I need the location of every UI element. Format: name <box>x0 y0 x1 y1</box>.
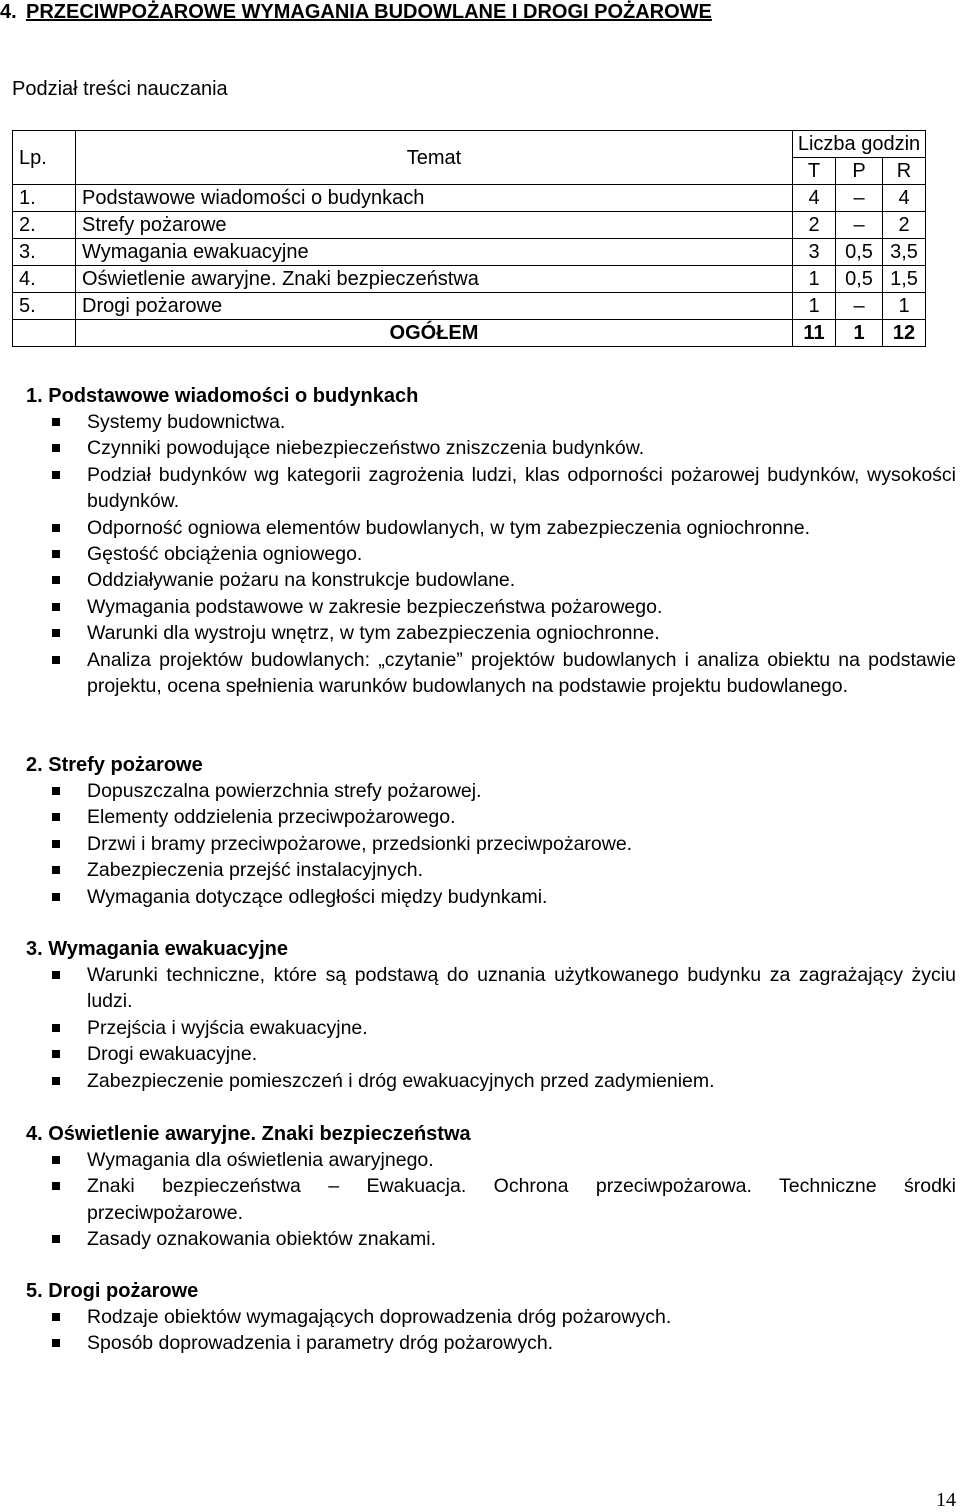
list-item <box>26 1015 956 1041</box>
list-item-text: Drogi ewakuacyjne. <box>87 1043 258 1066</box>
section-list <box>26 409 956 699</box>
list-item-text: Wymagania dla oświetlenia awaryjnego. <box>87 1149 434 1171</box>
list-item <box>26 804 956 830</box>
table-row <box>13 239 926 266</box>
list-item <box>26 1330 956 1356</box>
square-bullet-icon <box>52 1077 60 1085</box>
cell-temat: Wymagania ewakuacyjne <box>76 239 793 266</box>
square-bullet-icon <box>52 550 60 558</box>
list-item <box>26 857 956 883</box>
table-row <box>13 293 926 320</box>
list-item <box>26 567 956 593</box>
total-t: 11 <box>793 320 836 347</box>
square-bullet-icon <box>52 1313 60 1321</box>
cell-r: 2 <box>883 212 926 239</box>
square-bullet-icon <box>52 524 60 532</box>
square-bullet-icon <box>52 971 60 979</box>
list-item <box>26 962 956 1015</box>
cell-lp: 4. <box>13 266 76 293</box>
list-item-text: Sposób doprowadzenia i parametry dróg pożarowych. <box>87 1332 554 1355</box>
cell-t: 1 <box>793 293 836 320</box>
header-r: R <box>883 158 926 185</box>
square-bullet-icon <box>52 629 60 637</box>
list-item <box>26 884 956 910</box>
chapter-title: PRZECIWPOŻAROWE WYMAGANIA BUDOWLANE I DROGI POŻAROWE <box>26 1 712 23</box>
cell-t: 3 <box>793 239 836 266</box>
square-bullet-icon <box>52 1235 60 1243</box>
section-heading: 2. Strefy pożarowe <box>26 754 203 776</box>
cell-p: – <box>836 185 883 212</box>
section-heading: 1. Podstawowe wiadomości o budynkach <box>26 385 419 407</box>
square-bullet-icon <box>52 866 60 874</box>
cell-r: 1 <box>883 293 926 320</box>
list-item-text: Dopuszczalna powierzchnia strefy pożarowej. <box>87 780 482 802</box>
list-item-text: Gęstość obciążenia ogniowego. <box>87 543 363 566</box>
square-bullet-icon <box>52 1024 60 1032</box>
section-heading: 5. Drogi pożarowe <box>26 1280 199 1302</box>
cell-temat: Oświetlenie awaryjne. Znaki bezpieczeństwa <box>76 266 793 293</box>
square-bullet-icon <box>52 1339 60 1347</box>
list-item-text: Systemy budownictwa. <box>87 411 286 433</box>
list-item <box>26 1147 956 1173</box>
cell-empty <box>13 320 76 347</box>
list-item <box>26 541 956 567</box>
list-item <box>26 515 956 541</box>
hours-table <box>12 130 926 347</box>
table-row <box>13 212 926 239</box>
list-item <box>26 409 956 435</box>
header-p: P <box>836 158 883 185</box>
list-item-text: Odporność ogniowa elementów budowlanych, w tym zabezpieczenia ogniochronne. <box>87 516 811 539</box>
header-lp: Lp. <box>13 131 76 185</box>
cell-p: – <box>836 212 883 239</box>
list-item-text: Wymagania podstawowe w zakresie bezpieczeństwa pożarowego. <box>87 595 663 618</box>
list-item <box>26 778 956 804</box>
section-1 <box>26 383 956 699</box>
section-list <box>26 962 956 1094</box>
cell-p: 0,5 <box>836 266 883 293</box>
list-item-text: Podział budynków wg kategorii zagrożenia ludzi, klas odporności pożarowej budynków, wysokości budynków. <box>87 463 956 513</box>
page-number: 14 <box>936 1489 956 1511</box>
header-t: T <box>793 158 836 185</box>
table-total-row <box>13 320 926 347</box>
list-item <box>26 462 956 515</box>
square-bullet-icon <box>52 813 60 821</box>
header-hours-group: Liczba godzin <box>793 131 926 158</box>
table-row <box>13 266 926 293</box>
cell-temat: Podstawowe wiadomości o budynkach <box>76 185 793 212</box>
chapter-number: 4. <box>0 1 17 23</box>
cell-r: 4 <box>883 185 926 212</box>
section-list <box>26 778 956 910</box>
cell-p: – <box>836 293 883 320</box>
cell-r: 3,5 <box>883 239 926 266</box>
cell-t: 4 <box>793 185 836 212</box>
list-item-text: Znaki bezpieczeństwa – Ewakuacja. Ochrona przeciwpożarowa. Techniczne środki przeciwpożarowe. <box>87 1175 956 1224</box>
list-item-text: Elementy oddzielenia przeciwpożarowego. <box>87 806 456 829</box>
section-heading: 3. Wymagania ewakuacyjne <box>26 938 288 960</box>
list-item <box>26 1173 956 1226</box>
list-item-text: Warunki techniczne, które są podstawą do uznania użytkowanego budynku za zagrażający życiu ludzi. <box>87 964 956 1013</box>
list-item <box>26 594 956 620</box>
list-item-text: Zabezpieczenie pomieszczeń i dróg ewakuacyjnych przed zadymieniem. <box>87 1069 715 1092</box>
list-item-text: Zasady oznakowania obiektów znakami. <box>87 1228 437 1251</box>
list-item-text: Rodzaje obiektów wymagających doprowadzenia dróg pożarowych. <box>87 1306 672 1328</box>
list-item-text: Wymagania dotyczące odległości między budynkami. <box>87 885 548 908</box>
list-item-text: Drzwi i bramy przeciwpożarowe, przedsionki przeciwpożarowe. <box>87 832 633 855</box>
cell-t: 2 <box>793 212 836 239</box>
cell-lp: 5. <box>13 293 76 320</box>
total-label: OGÓŁEM <box>76 320 793 347</box>
list-item-text: Zabezpieczenia przejść instalacyjnych. <box>87 859 423 882</box>
cell-temat: Strefy pożarowe <box>76 212 793 239</box>
square-bullet-icon <box>52 444 60 452</box>
cell-t: 1 <box>793 266 836 293</box>
section-2 <box>26 752 956 910</box>
page-title <box>0 1 712 24</box>
square-bullet-icon <box>52 656 60 664</box>
header-temat: Temat <box>76 131 793 185</box>
list-item <box>26 620 956 646</box>
list-item-text: Czynniki powodujące niebezpieczeństwo zniszczenia budynków. <box>87 437 645 460</box>
list-item-text: Warunki dla wystroju wnętrz, w tym zabezpieczenia ogniochronne. <box>87 622 660 645</box>
section-heading: 4. Oświetlenie awaryjne. Znaki bezpieczeństwa <box>26 1123 471 1145</box>
list-item-text: Analiza projektów budowlanych: „czytanie” projektów budowlanych i analiza obiektu na podstawie projektu, ocena spełnienia warunków budowlanych na podstawie projektu budowlanego. <box>87 648 956 698</box>
list-item <box>26 831 956 857</box>
content-division-label: Podział treści nauczania <box>12 78 228 100</box>
square-bullet-icon <box>52 787 60 795</box>
table-header-row <box>13 131 926 158</box>
total-p: 1 <box>836 320 883 347</box>
square-bullet-icon <box>52 893 60 901</box>
section-5 <box>26 1278 956 1357</box>
cell-lp: 3. <box>13 239 76 266</box>
list-item <box>26 647 956 700</box>
square-bullet-icon <box>52 840 60 848</box>
list-item <box>26 1226 956 1252</box>
section-list <box>26 1304 956 1357</box>
square-bullet-icon <box>52 1182 60 1190</box>
list-item-text: Oddziaływanie pożaru na konstrukcje budowlane. <box>87 569 516 592</box>
total-r: 12 <box>883 320 926 347</box>
table-row <box>13 185 926 212</box>
square-bullet-icon <box>52 1050 60 1058</box>
square-bullet-icon <box>52 418 60 426</box>
cell-p: 0,5 <box>836 239 883 266</box>
cell-lp: 1. <box>13 185 76 212</box>
square-bullet-icon <box>52 603 60 611</box>
list-item <box>26 1304 956 1330</box>
section-3 <box>26 936 956 1094</box>
list-item <box>26 1068 956 1094</box>
cell-r: 1,5 <box>883 266 926 293</box>
cell-lp: 2. <box>13 212 76 239</box>
list-item <box>26 1041 956 1067</box>
list-item-text: Przejścia i wyjścia ewakuacyjne. <box>87 1016 368 1039</box>
section-4 <box>26 1121 956 1253</box>
cell-temat: Drogi pożarowe <box>76 293 793 320</box>
square-bullet-icon <box>52 471 60 479</box>
section-list <box>26 1147 956 1253</box>
list-item <box>26 435 956 461</box>
square-bullet-icon <box>52 576 60 584</box>
square-bullet-icon <box>52 1156 60 1164</box>
